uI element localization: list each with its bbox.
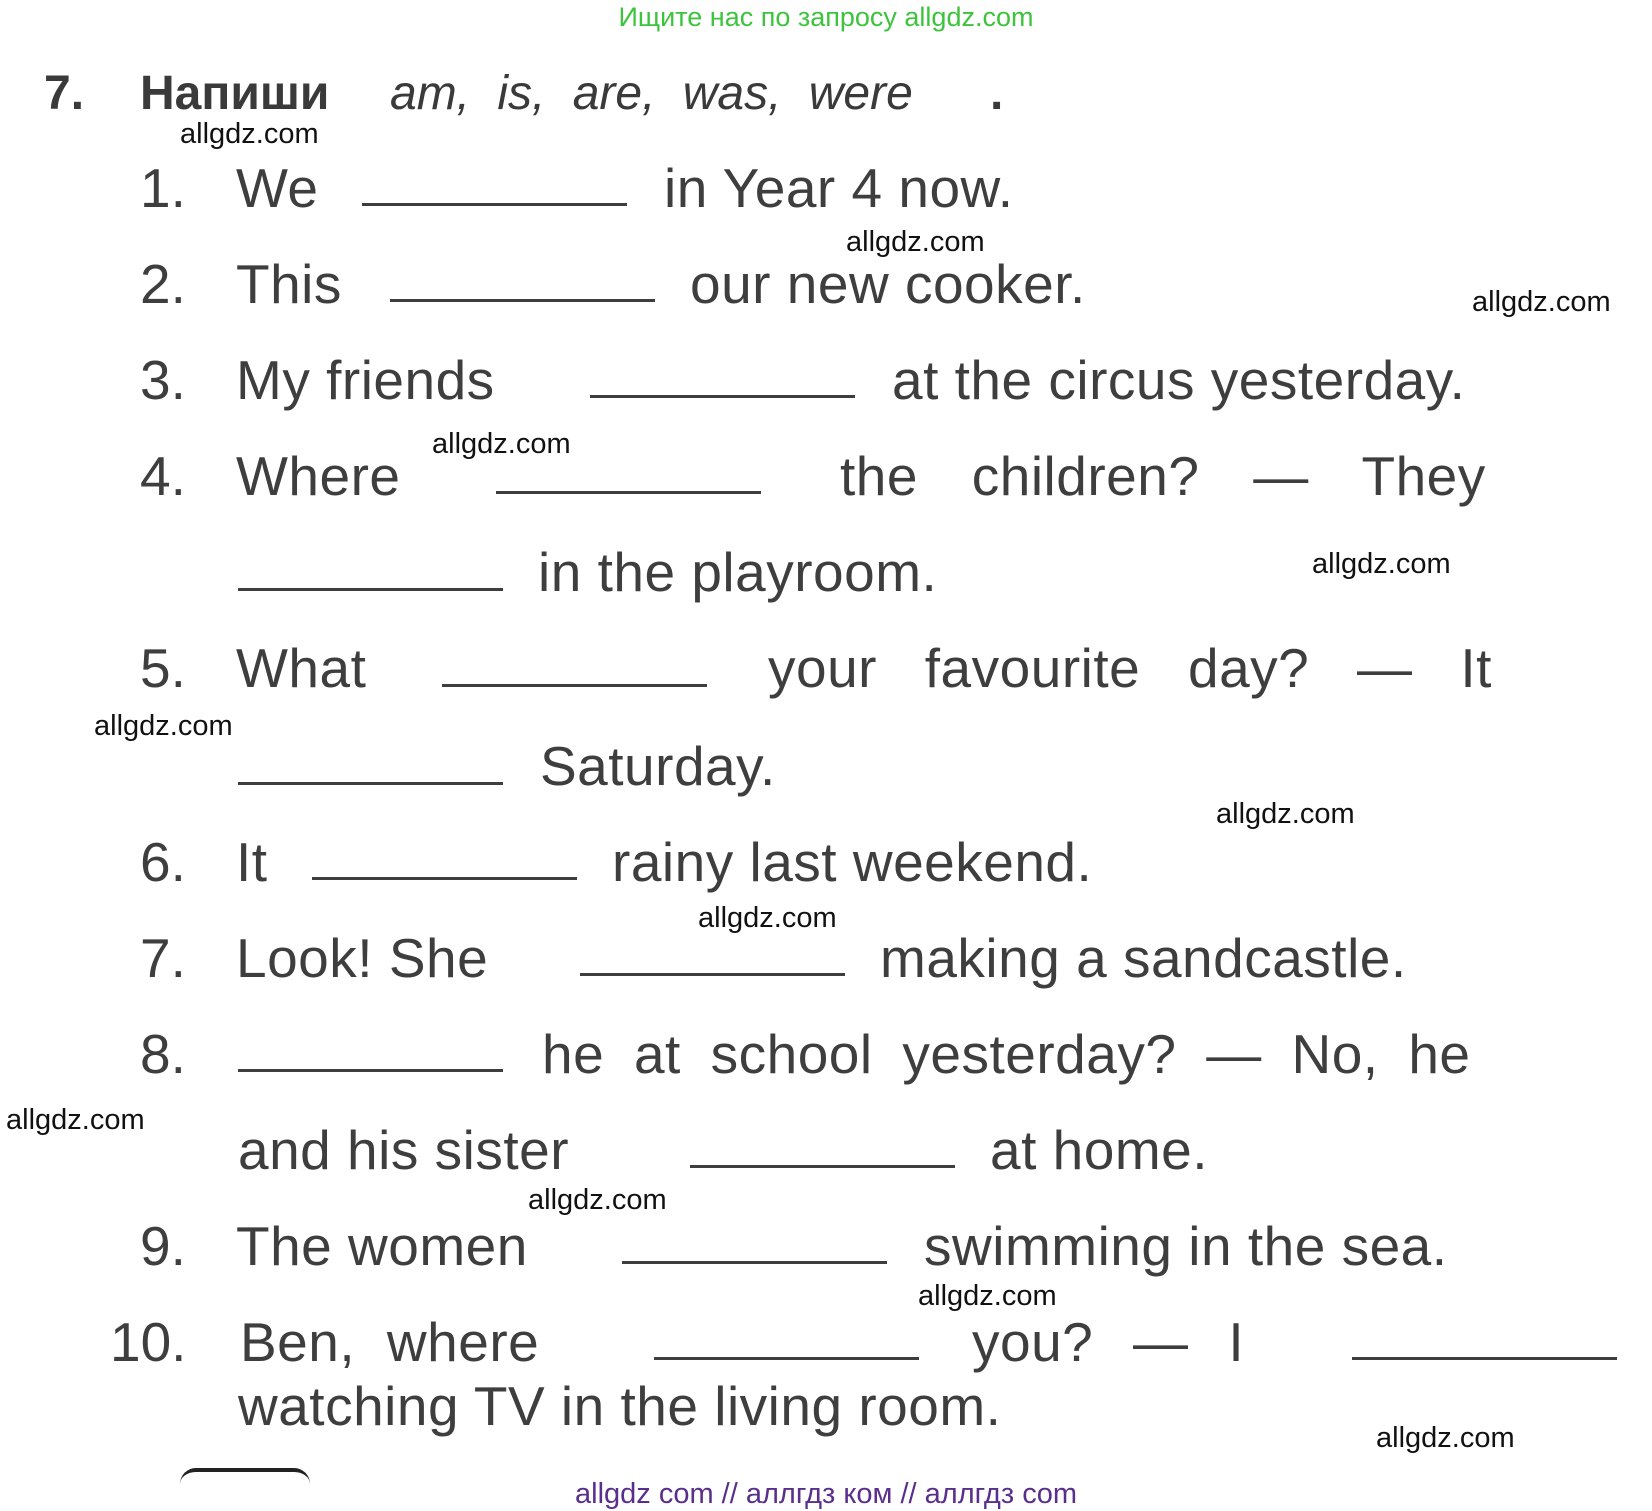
answer-blank[interactable] bbox=[622, 1261, 887, 1264]
answer-blank[interactable] bbox=[362, 203, 627, 206]
task-instruction: Напиши bbox=[140, 67, 330, 120]
watermark: allgdz.com bbox=[528, 1184, 667, 1216]
item-text: rainy last weekend. bbox=[612, 831, 1093, 893]
watermark: allgdz.com bbox=[94, 710, 233, 742]
item-text: at home. bbox=[990, 1119, 1209, 1181]
task-words: am, is, are, was, were bbox=[390, 67, 913, 120]
answer-blank[interactable] bbox=[238, 1069, 503, 1072]
item-text: My friends bbox=[236, 349, 495, 411]
item-text: swimming in the sea. bbox=[924, 1215, 1448, 1277]
item-number: 7. bbox=[140, 927, 186, 989]
answer-blank[interactable] bbox=[690, 1165, 955, 1168]
watermark: allgdz.com bbox=[1216, 798, 1355, 830]
task-dot: . bbox=[990, 67, 1004, 120]
item-text: Where bbox=[236, 445, 401, 507]
watermark: allgdz.com bbox=[6, 1104, 145, 1136]
item-text: your favourite day? — It bbox=[768, 637, 1492, 699]
item-text: watching TV in the living room. bbox=[238, 1375, 1002, 1437]
item-text: our new cooker. bbox=[690, 253, 1086, 315]
watermark: allgdz.com bbox=[846, 226, 985, 258]
watermark: allgdz.com bbox=[180, 118, 319, 150]
item-number: 6. bbox=[140, 831, 186, 893]
item-text: It bbox=[236, 831, 268, 893]
answer-blank[interactable] bbox=[496, 491, 761, 494]
watermark: allgdz.com bbox=[1472, 286, 1611, 318]
item-text: making a sandcastle. bbox=[880, 927, 1407, 989]
watermark: allgdz.com bbox=[432, 428, 571, 460]
item-text: you? — I bbox=[972, 1311, 1245, 1373]
answer-blank[interactable] bbox=[390, 299, 655, 302]
answer-blank[interactable] bbox=[442, 684, 707, 687]
item-number: 9. bbox=[140, 1215, 186, 1277]
answer-blank[interactable] bbox=[654, 1357, 919, 1360]
answer-blank[interactable] bbox=[1352, 1357, 1617, 1360]
item-text: and his sister bbox=[238, 1119, 570, 1181]
watermark: allgdz.com bbox=[1312, 548, 1451, 580]
top-banner: Ищите нас по запросу allgdz.com bbox=[618, 2, 1034, 32]
bottom-banner: allgdz com // аллгдз ком // аллгдз com bbox=[575, 1478, 1077, 1510]
item-text: in Year 4 now. bbox=[664, 157, 1014, 219]
item-text: Look! She bbox=[236, 927, 489, 989]
item-text: Ben, where bbox=[240, 1311, 540, 1373]
item-text: Saturday. bbox=[540, 735, 776, 797]
answer-blank[interactable] bbox=[238, 782, 503, 785]
watermark: allgdz.com bbox=[1376, 1422, 1515, 1454]
answer-blank[interactable] bbox=[238, 588, 503, 591]
item-text: in the playroom. bbox=[538, 541, 938, 603]
answer-blank[interactable] bbox=[590, 395, 855, 398]
item-number: 1. bbox=[140, 157, 186, 219]
answer-blank[interactable] bbox=[312, 877, 577, 880]
item-number: 3. bbox=[140, 349, 186, 411]
watermark: allgdz.com bbox=[918, 1280, 1057, 1312]
item-text: The women bbox=[236, 1215, 528, 1277]
task-number: 7. bbox=[44, 67, 85, 120]
item-text: This bbox=[236, 253, 342, 315]
item-number: 2. bbox=[140, 253, 186, 315]
item-text: the children? — They bbox=[840, 445, 1486, 507]
item-text: We bbox=[236, 157, 319, 219]
item-text: What bbox=[236, 637, 367, 699]
item-text: he at school yesterday? — No, he bbox=[542, 1023, 1471, 1085]
watermark: allgdz.com bbox=[698, 902, 837, 934]
answer-blank[interactable] bbox=[580, 973, 845, 976]
item-number: 4. bbox=[140, 445, 186, 507]
item-number: 5. bbox=[140, 637, 186, 699]
item-text: at the circus yesterday. bbox=[892, 349, 1466, 411]
item-number: 10. bbox=[110, 1311, 187, 1373]
item-number: 8. bbox=[140, 1023, 186, 1085]
